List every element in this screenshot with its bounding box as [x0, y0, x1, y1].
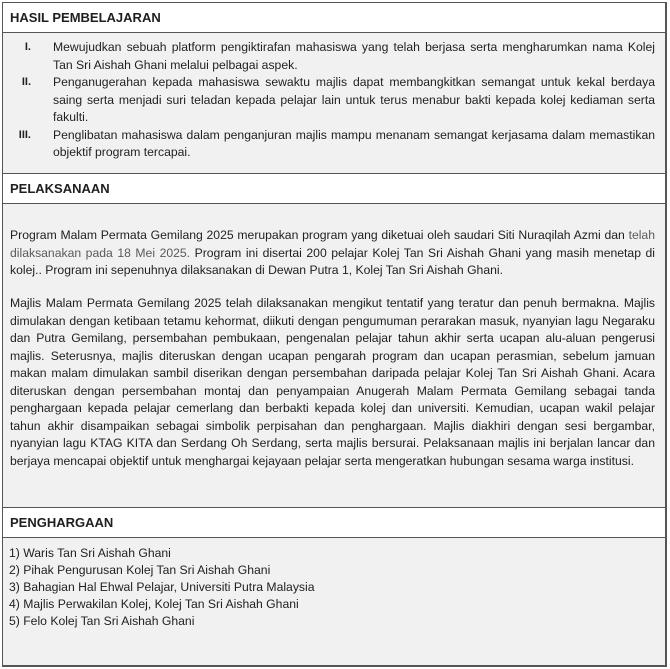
- list-item: 2) Pihak Pengurusan Kolej Tan Sri Aishah Ghani: [9, 563, 271, 577]
- text-run: Program ini disertai 200 pelajar Kolej Tan Sri Aishah Ghani yang masih menetap di kolej.. Program ini sepenuhnya dilaksanakan di Dewan Putra 1, Kolej Tan Sri Aishah Ghani.: [10, 245, 655, 277]
- paragraph-2: Majlis Malam Permata Gemilang 2025 telah dilaksanakan mengikut tentatif yang teratur dan penuh bermakna. Majlis dimulakan dengan ketibaan tetamu kehormat, diikuti dengan pengumuman perarakan masuk, nyanyian lagu Negaraku dan Putra Gemilang, persembahan pembukaan, pengenalan pelajar tahun akhir serta ucapan alu-aluan pengerusi majlis. Seterusnya, majlis diteruskan dengan ucapan pengarah program dan ucapan perasmian, sebelum jamuan makan malam dimulakan sambil diserikan dengan persembahan daripada pelajar Kolej Tan Sri Aishah Ghani. Acara diteruskan dengan persembahan montaj dan penyampaian Anugerah Malam Permata Gemilang sebagai tanda penghargaan kepada pelajar cemerlang dan berbakti kepada kolej dan universiti. Kemudian, ucapan wakil pelajar tahun akhir disampaikan sebagai simbolik perpisahan dan penghargaan. Majlis diakhiri dengan sesi bergambar, nyanyian lagu KTAG KITA dan Serdang Oh Serdang, serta majlis bersurai. Pelaksanaan majlis ini berjalan lancar dan berjaya mencapai objektif untuk menghargai kejayaan pelajar serta mengeratkan hubungan sesama warga institusi.: [10, 296, 655, 468]
- roman-numeral: II.: [21, 76, 31, 88]
- section-title: PELAKSANAAN: [10, 181, 110, 196]
- paragraph-1: [10, 227, 655, 280]
- section-header-pelaksanaan: [3, 173, 665, 204]
- acknowledgement-list: [9, 545, 315, 630]
- item-text: Penglibatan mahasiswa dalam penganjuran majlis mampu menanam semangat kerjasama dalam memastikan objektif program tercapai.: [53, 127, 655, 159]
- section-header-hasil-pembelajaran: [3, 3, 665, 33]
- section-title: PENGHARGAAN: [10, 515, 114, 530]
- item-text: Penganugerahan kepada mahasiswa sewaktu majlis dapat membangkitkan semangat untuk kekal berdaya saing serta menjadi suri teladan kepada pelajar lain untuk terus menabur bakti kepada kolej kediaman serta fakulti.: [53, 75, 655, 124]
- list-item: [3, 127, 655, 162]
- list-item: 3) Bahagian Hal Ehwal Pelajar, Universiti Putra Malaysia: [9, 580, 315, 594]
- roman-numeral: I.: [24, 41, 31, 53]
- text-run-muted: telah dilaksanakan pada 18 Mei 2025.: [10, 228, 655, 260]
- roman-numeral: III.: [18, 128, 31, 141]
- list-item: [3, 39, 655, 74]
- learning-outcomes-list: [3, 39, 655, 162]
- section-title: HASIL PEMBELAJARAN: [10, 10, 161, 25]
- list-item: 5) Felo Kolej Tan Sri Aishah Ghani: [9, 614, 195, 628]
- list-item: [3, 74, 655, 127]
- list-item: 4) Majlis Perwakilan Kolej, Kolej Tan Sri Aishah Ghani: [9, 597, 299, 611]
- text-run: Program Malam Permata Gemilang 2025 merupakan program yang diketuai oleh saudari Siti Nuraqilah Azmi dan: [10, 228, 629, 242]
- section-header-penghargaan: [3, 507, 665, 538]
- section-body-penghargaan: [3, 538, 665, 665]
- list-item: 1) Waris Tan Sri Aishah Ghani: [9, 546, 171, 560]
- report-table: [2, 2, 667, 667]
- item-text: Mewujudkan sebuah platform pengiktirafan mahasiswa yang telah berjasa serta mengharumkan nama Kolej Tan Sri Aishah Ghani melalui pelbagai aspek.: [53, 40, 655, 72]
- section-body-hasil-pembelajaran: [3, 33, 665, 174]
- section-body-pelaksanaan: [3, 204, 665, 508]
